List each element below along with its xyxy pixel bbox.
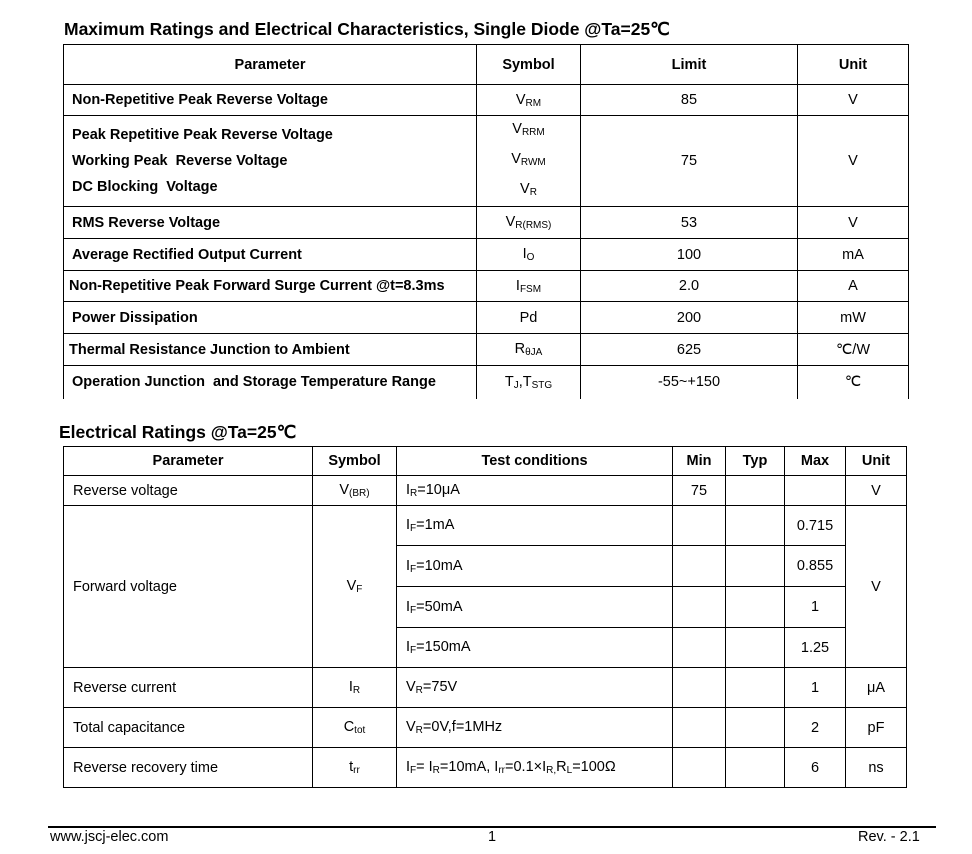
table1-title: Maximum Ratings and Electrical Characteristics, Single Diode @Ta=25℃ xyxy=(64,19,670,39)
symbol-cell: $V_{R(RMS)}$ xyxy=(477,207,581,239)
table-row xyxy=(64,476,907,506)
table-row xyxy=(64,748,907,788)
max-cell: 6 xyxy=(785,748,846,788)
limit-cell: 2.0 xyxy=(581,271,798,302)
min-cell xyxy=(673,628,726,668)
param-cell: Forward voltage xyxy=(64,506,313,668)
unit-cell: mA xyxy=(798,239,909,271)
max-cell: 2 xyxy=(785,708,846,748)
unit-cell: V xyxy=(846,476,907,506)
symbol-cell: $V_{RM}$ xyxy=(477,85,581,116)
typ-cell xyxy=(726,668,785,708)
header-parameter: Parameter xyxy=(64,447,313,476)
condition-cell: $I_R=10\mu A$ xyxy=(397,476,673,506)
param-cell: Reverse current xyxy=(64,668,313,708)
symbol-cell: $I_R$ xyxy=(313,668,397,708)
symbol-cell: $R_{\theta JA}$ xyxy=(477,334,581,366)
min-cell xyxy=(673,708,726,748)
param-cell: Reverse voltage xyxy=(64,476,313,506)
header-symbol: Symbol xyxy=(313,447,397,476)
unit-cell: V xyxy=(798,85,909,116)
electrical-ratings-table xyxy=(63,446,907,788)
header-test-conditions: Test conditions xyxy=(397,447,673,476)
condition-cell: $V_R=0V,f=1MHz$ xyxy=(397,708,673,748)
unit-cell: pF xyxy=(846,708,907,748)
typ-cell xyxy=(726,546,785,587)
max-cell: 1 xyxy=(785,587,846,628)
param-cell xyxy=(64,116,477,207)
symbol-cell xyxy=(477,116,581,207)
symbol-cell: $t_{rr}$ xyxy=(313,748,397,788)
symbol-line: $V_{RWM}$ xyxy=(511,151,546,168)
min-cell xyxy=(673,748,726,788)
symbol-cell: $I_{FSM}$ xyxy=(477,271,581,302)
max-cell xyxy=(785,476,846,506)
min-cell xyxy=(673,668,726,708)
max-cell: 0.715 xyxy=(785,506,846,546)
typ-cell xyxy=(726,476,785,506)
unit-cell: V xyxy=(846,506,907,668)
table-row xyxy=(64,302,909,334)
max-cell: 1 xyxy=(785,668,846,708)
unit-cell: A xyxy=(798,271,909,302)
limit-cell: 200 xyxy=(581,302,798,334)
limit-cell: 75 xyxy=(581,116,798,207)
param-cell: Power Dissipation xyxy=(64,302,477,334)
limit-cell: 85 xyxy=(581,85,798,116)
param-cell: Non-Repetitive Peak Reverse Voltage xyxy=(64,85,477,116)
unit-cell: ns xyxy=(846,748,907,788)
symbol-cell: $V_{(BR)}$ xyxy=(313,476,397,506)
param-line: DC Blocking Voltage xyxy=(72,179,218,195)
table-row xyxy=(64,85,909,116)
limit-cell: 625 xyxy=(581,334,798,366)
table-row xyxy=(64,366,909,399)
header-limit: Limit xyxy=(581,45,798,85)
symbol-line: $V_{RRM}$ xyxy=(512,121,545,138)
header-symbol: Symbol xyxy=(477,45,581,85)
symbol-line: $V_R$ xyxy=(520,181,537,198)
unit-cell: V xyxy=(798,207,909,239)
footer-website-link[interactable]: www.jscj-elec.com xyxy=(50,829,169,845)
max-cell: 0.855 xyxy=(785,546,846,587)
param-cell: RMS Reverse Voltage xyxy=(64,207,477,239)
symbol-cell: Pd xyxy=(477,302,581,334)
symbol-cell: $T_J,T_{STG}$ xyxy=(477,366,581,399)
unit-cell: μA xyxy=(846,668,907,708)
unit-cell: ℃/W xyxy=(798,334,909,366)
header-min: Min xyxy=(673,447,726,476)
unit-cell: ℃ xyxy=(798,366,909,399)
header-unit: Unit xyxy=(846,447,907,476)
table-row xyxy=(64,207,909,239)
condition-cell: $I_F=10mA$ xyxy=(397,546,673,587)
maximum-ratings-table xyxy=(63,44,909,399)
unit-cell: V xyxy=(798,116,909,207)
table-row xyxy=(64,239,909,271)
symbol-cell: $C_{tot}$ xyxy=(313,708,397,748)
typ-cell xyxy=(726,628,785,668)
min-cell xyxy=(673,546,726,587)
max-cell: 1.25 xyxy=(785,628,846,668)
footer-divider xyxy=(48,826,936,828)
typ-cell xyxy=(726,748,785,788)
typ-cell xyxy=(726,708,785,748)
header-parameter: Parameter xyxy=(64,45,477,85)
symbol-cell: $V_F$ xyxy=(313,506,397,668)
symbol-cell: $I_O$ xyxy=(477,239,581,271)
header-max: Max xyxy=(785,447,846,476)
table-row xyxy=(64,334,909,366)
table-row xyxy=(64,708,907,748)
footer-revision: Rev. - 2.1 xyxy=(858,829,920,845)
param-cell: Operation Junction and Storage Temperature Range xyxy=(64,366,477,399)
param-cell: Thermal Resistance Junction to Ambient xyxy=(64,334,477,366)
condition-cell: $I_F=50mA$ xyxy=(397,587,673,628)
header-typ: Typ xyxy=(726,447,785,476)
param-cell: Non-Repetitive Peak Forward Surge Current @t=8.3ms xyxy=(64,271,477,302)
param-line: Peak Repetitive Peak Reverse Voltage xyxy=(72,127,333,143)
condition-cell: $I_F= I_R=10mA$, $I_{rr}=0.1\times I_{R,}R_L=100\Omega$ xyxy=(397,748,673,788)
typ-cell xyxy=(726,506,785,546)
header-unit: Unit xyxy=(798,45,909,85)
table-row xyxy=(64,668,907,708)
param-cell: Total capacitance xyxy=(64,708,313,748)
min-cell: 75 xyxy=(673,476,726,506)
table-row xyxy=(64,116,909,207)
limit-cell: -55~+150 xyxy=(581,366,798,399)
footer-page-number: 1 xyxy=(488,829,497,845)
unit-cell: mW xyxy=(798,302,909,334)
condition-cell: $I_F=1mA$ xyxy=(397,506,673,546)
table2-title: Electrical Ratings @Ta=25℃ xyxy=(59,422,297,442)
param-cell: Average Rectified Output Current xyxy=(64,239,477,271)
min-cell xyxy=(673,506,726,546)
min-cell xyxy=(673,587,726,628)
condition-cell: $I_F=150mA$ xyxy=(397,628,673,668)
condition-cell: $V_R=75V$ xyxy=(397,668,673,708)
typ-cell xyxy=(726,587,785,628)
param-cell: Reverse recovery time xyxy=(64,748,313,788)
table-row xyxy=(64,506,907,546)
limit-cell: 100 xyxy=(581,239,798,271)
table-row xyxy=(64,271,909,302)
param-line: Working Peak Reverse Voltage xyxy=(72,153,288,169)
limit-cell: 53 xyxy=(581,207,798,239)
